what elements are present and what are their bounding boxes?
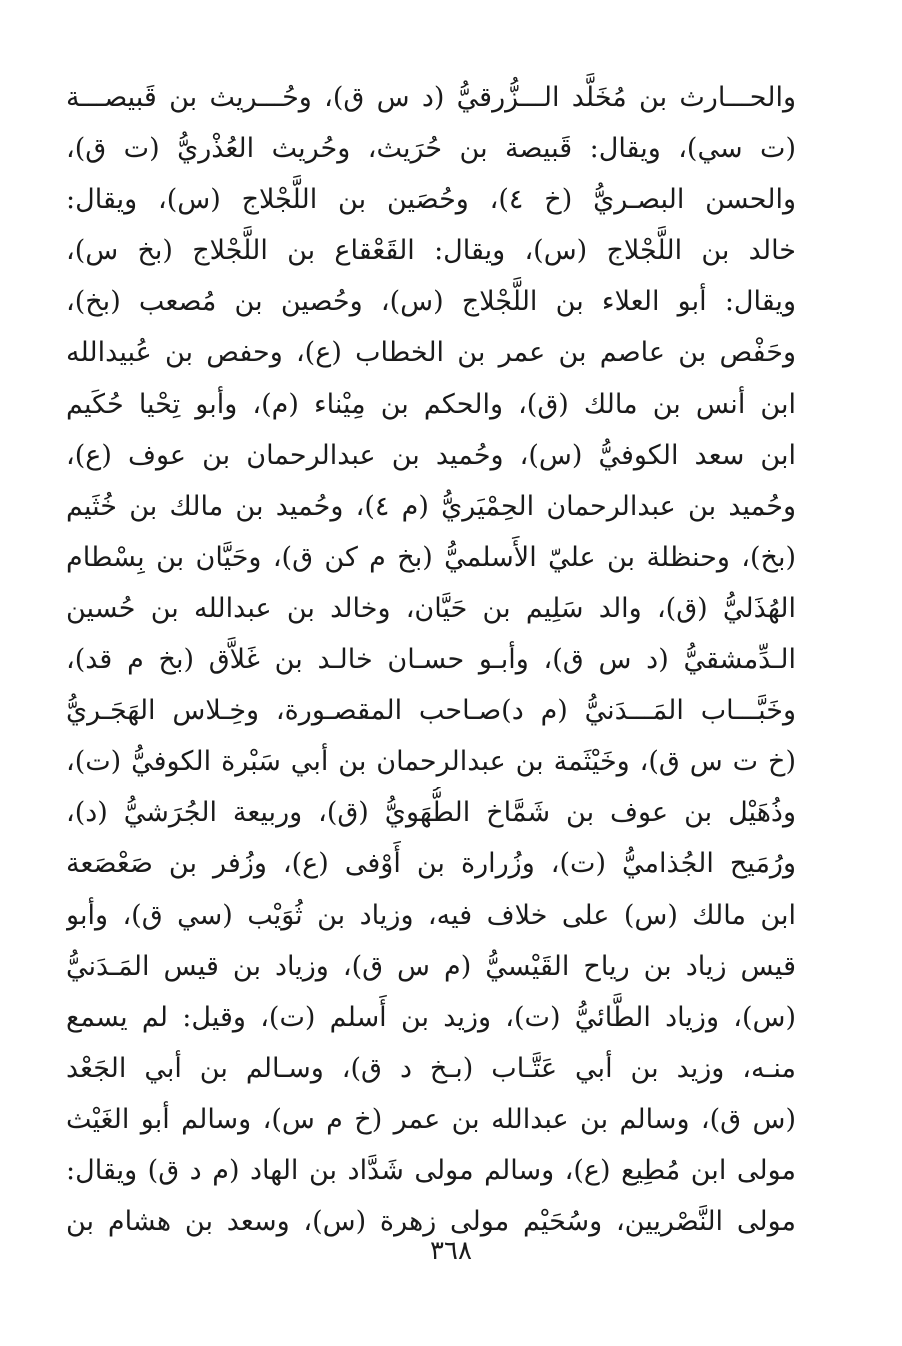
text-line: (س)، وزياد الطَّائيُّ (ت)، وزيد بن أَسلم (ت)، وقيل: لم يسمع [66, 1001, 796, 1033]
text-line: الهُذَليُّ (ق)، والد سَلِيم بن حَيَّان، وخالد بن عبدالله بن حُسين [66, 592, 796, 624]
text-line: وخَبَّـــاب المَـــدَنيُّ (م د)صـاحب المقصـورة، وخِـلاس الهَجَـريُّ [66, 695, 796, 727]
text-line: ورُمَيح الجُذاميُّ (ت)، وزُرارة بن أَوْفى (ع)، وزُفر بن صَعْصَعة [66, 848, 796, 880]
text-line: الـدِّمشقيُّ (د س ق)، وأبـو حسـان خالـد بن غَلاَّق (بخ م قد)، [66, 644, 796, 676]
text-line: وذُهَيْل بن عوف بن شَمَّاخ الطُّهَويُّ (ق)، وربيعة الجُرَشيُّ (د)، [66, 797, 796, 829]
page-number: ٣٦٨ [430, 1236, 472, 1266]
text-line: خالد بن اللَّجْلاج (س)، ويقال: القَعْقاع بن اللَّجْلاج (بخ س)، [66, 235, 796, 267]
text-line: (خ ت س ق)، وخَيْثَمة بن عبدالرحمان بن أبي سَبْرة الكوفيُّ (ت)، [66, 746, 796, 778]
text-line: (ت سي)، ويقال: قَبيصة بن حُرَيث، وحُريث العُذْريُّ (ت ق)، [66, 133, 796, 165]
text-line: والحـــارث بن مُخَلَّد الـــزُّرقيُّ (د س ق)، وحُـــريث بن قَبيصـــة [66, 82, 796, 113]
text-line: ويقال: أبو العلاء بن اللَّجْلاج (س)، وحُصين بن مُصعب (بخ)، [66, 286, 796, 318]
text-line: وحُميد بن عبدالرحمان الحِمْيَريُّ (م ٤)، وحُميد بن مالك بن خُثَيم [66, 490, 796, 522]
text-line: مولى النَّصْريين، وسُحَيْم مولى زهرة (س)، وسعد بن هشام بن [66, 1206, 796, 1238]
text-line: والحسن البصـريُّ (خ ٤)، وحُصَين بن اللَّجْلاج (س)، ويقال: [66, 184, 796, 216]
text-line: قيس زياد بن رياح القَيْسيُّ (م س ق)، وزياد بن قيس المَـدَنيُّ [66, 950, 796, 982]
text-line: ابن أنس بن مالك (ق)، والحكم بن مِيْناء (م)، وأبو تِحْيا حُكَيم [66, 388, 796, 420]
body-text [66, 72, 796, 1247]
text-line: منـه، وزيد بن أبي عَتَّـاب (بـخ د ق)، وسـالم بن أبي الجَعْد [66, 1052, 796, 1084]
text-line: (بخ)، وحنظلة بن عليّ الأَسلميُّ (بخ م كن ق)، وحَيَّان بن بِسْطام [66, 541, 796, 573]
text-line: (س ق)، وسالم بن عبدالله بن عمر (خ م س)، وسالم أبو الغَيْث [66, 1103, 796, 1135]
text-line: وحَفْص بن عاصم بن عمر بن الخطاب (ع)، وحفص بن عُبيدالله [66, 337, 796, 369]
text-line: مولى ابن مُطِيع (ع)، وسالم مولى شَدَّاد بن الهاد (م د ق) ويقال: [66, 1154, 796, 1186]
text-line: ابن مالك (س) على خلاف فيه، وزياد بن ثُوَيْب (سي ق)، وأبو [66, 899, 796, 931]
text-line: ابن سعد الكوفيُّ (س)، وحُميد بن عبدالرحمان بن عوف (ع)، [66, 439, 796, 471]
